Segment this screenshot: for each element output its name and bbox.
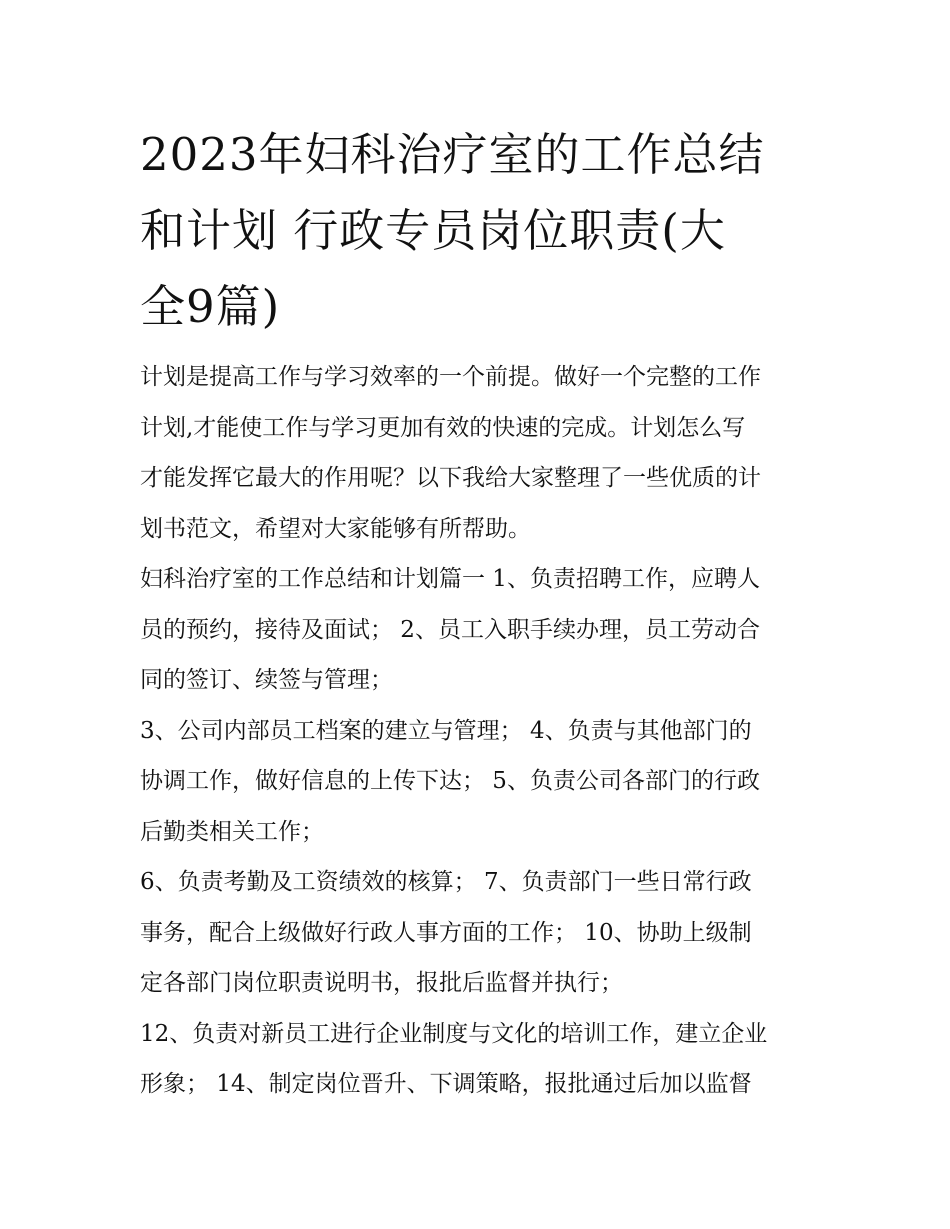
text-line: 协调工作，做好信息的上传下达； 5、负责公司各部门的行政 (140, 768, 760, 794)
text-line: 同的签订、续签与管理； (140, 667, 393, 693)
title-line: 全9篇) (140, 280, 281, 333)
section-paragraph (140, 857, 820, 1009)
text-line: 3、公司内部员工档案的建立与管理； 4、负责与其他部门的 (140, 717, 752, 744)
text-line: 妇科治疗室的工作总结和计划篇一 1、负责招聘工作，应聘人 (140, 566, 760, 592)
text-line: 形象； 14、制定岗位晋升、下调策略，报批通过后加以监督 (140, 1071, 752, 1097)
text-line: 12、负责对新员工进行企业制度与文化的培训工作，建立企业 (140, 1020, 768, 1047)
section-paragraph (140, 1009, 820, 1110)
text-line: 事务，配合上级做好行政人事方面的工作； 10、协助上级制 (140, 919, 752, 946)
text-line: 定各部门岗位职责说明书，报批后监督并执行； (140, 970, 623, 996)
document-title (140, 117, 820, 345)
text-line: 员的预约，接待及面试； 2、员工入职手续办理，员工劳动合 (140, 616, 760, 643)
text-line: 才能发挥它最大的作用呢？以下我给大家整理了一些优质的计 (140, 465, 761, 491)
intro-paragraph (140, 352, 820, 554)
text-line: 计划是提高工作与学习效率的一个前提。做好一个完整的工作 (140, 364, 761, 390)
title-line: 2023年妇科治疗室的工作总结 (140, 128, 765, 181)
text-line: 6、负责考勤及工资绩效的核算； 7、负责部门一些日常行政 (140, 869, 752, 895)
document-page (140, 0, 820, 1229)
text-line: 计划,才能使工作与学习更加有效的快速的完成。计划怎么写 (140, 414, 746, 441)
text-line: 划书范文，希望对大家能够有所帮助。 (140, 515, 531, 542)
text-line: 后勤类相关工作； (140, 818, 324, 845)
section-paragraph (140, 554, 820, 706)
section-paragraph (140, 706, 820, 858)
document-body (140, 352, 820, 1110)
title-line: 和计划 行政专员岗位职责(大 (140, 204, 726, 257)
